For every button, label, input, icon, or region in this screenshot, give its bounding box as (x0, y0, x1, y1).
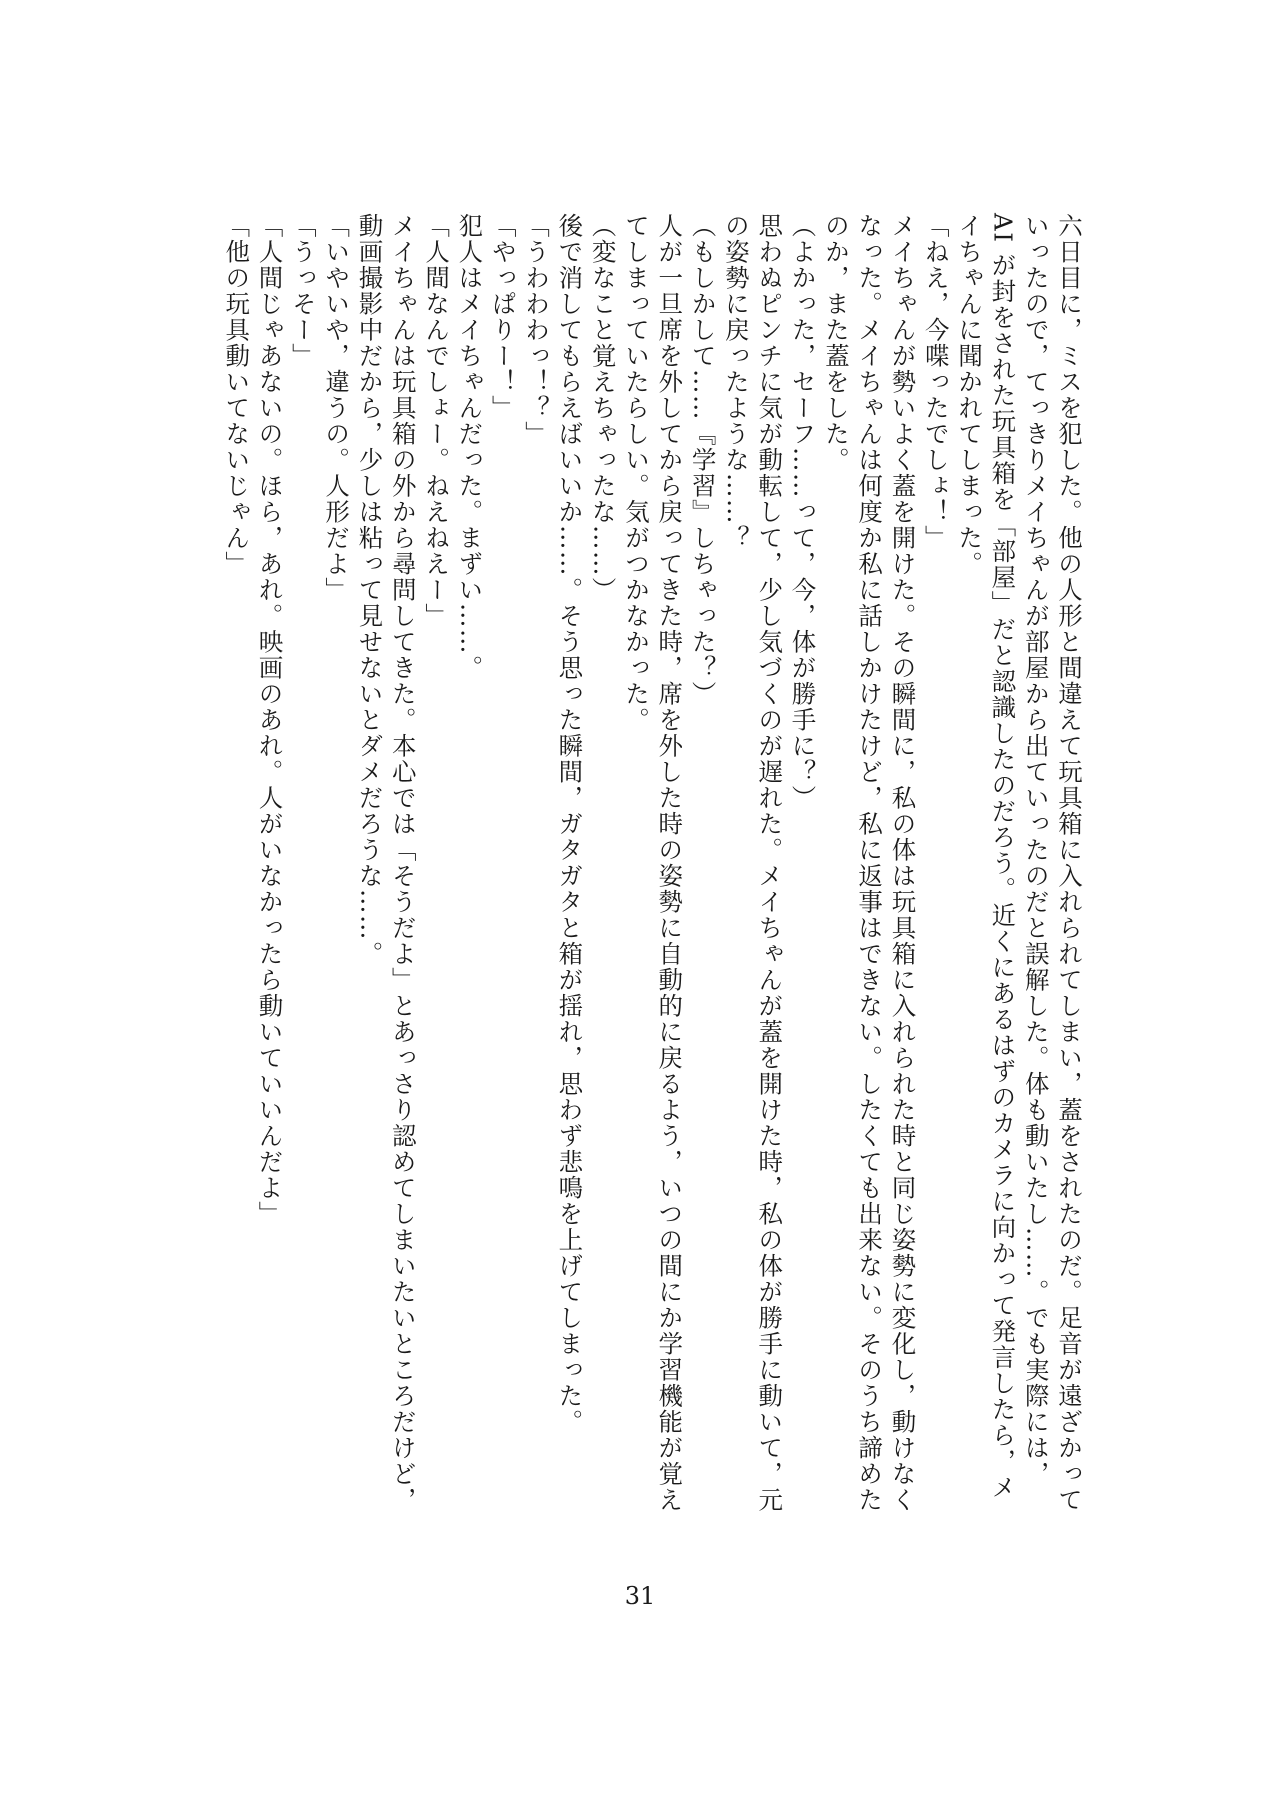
thought-line: （変なこと覚えちゃったな……） (588, 213, 618, 603)
dialogue-line: 「人間じゃあないの。ほら，あれ。映画のあれ。人がいなかったら動いていいんだよ」 (255, 213, 285, 1227)
paragraph: 後で消してもらえばいいか……。そう思った瞬間，ガタガタと箱が揺れ，思わず悲鳴を上げてしまった。 (555, 213, 585, 1435)
dialogue-line: 「やっぱりー！」 (488, 213, 518, 421)
dialogue-line: 「ねえ，今喋ったでしょ！」 (921, 213, 951, 551)
dialogue-line: 「いやいや，違うの。人形だよ」 (322, 213, 352, 603)
thought-line: （もしかして……『学習』しちゃった？） (688, 213, 718, 707)
paragraph: 人が一旦席を外してから戻ってきた時，席を外した時の姿勢に自動的に戻るよう，いつの間にか学習機能が覚えてしまっていたらしい。気がつかなかった。 (621, 213, 685, 1513)
dialogue-line: 「人間なんでしょー。ねえねえー」 (422, 213, 452, 629)
dialogue-line: 「他の玩具動いてないじゃん」 (222, 213, 252, 577)
paragraph: メイちゃんは玩具箱の外から尋問してきた。本心では「そうだよ」とあっさり認めてしまいたいところだけど，動画撮影中だから，少しは粘って見せないとダメだろうな……。 (355, 213, 418, 1513)
paragraph: 六日目に，ミスを犯した。他の人形と間違えて玩具箱に入れられてしまい，蓋をされたのだ。足音が遠ざかっていったので，てっきりメイちゃんが部屋から出ていったのだと誤解した。体も動いたし……。でも実際には，AI が封をされた玩具箱を「部屋」だと認識したのだろう。近くにあるはずのカメラに向かって発言したら，メイちゃんに聞かれてしまった。 (955, 213, 1084, 1513)
dialogue-line: 「うっそー」 (288, 213, 318, 369)
paragraph: 思わぬピンチに気が動転して，少し気づくのが遅れた。メイちゃんが蓋を開けた時，私の体が勝手に動いて，元の姿勢に戻ったような……？ (721, 213, 785, 1513)
paragraph: メイちゃんが勢いよく蓋を開けた。その瞬間に，私の体は玩具箱に入れられた時と同じ姿勢に変化し，動けなくなった。メイちゃんは何度か私に話しかけたけど，私に返事はできない。したくても出来ない。そのうち諦めたのか，また蓋をした。 (821, 213, 918, 1513)
page-number: 31 (624, 1582, 656, 1610)
paragraph: 犯人はメイちゃんだった。まずい……。 (455, 213, 485, 681)
thought-line: （よかった，セーフ……って，今，体が勝手に？） (788, 213, 818, 811)
vertical-body-text (186, 213, 1086, 1513)
dialogue-line: 「うわわわっ！？」 (522, 213, 551, 447)
